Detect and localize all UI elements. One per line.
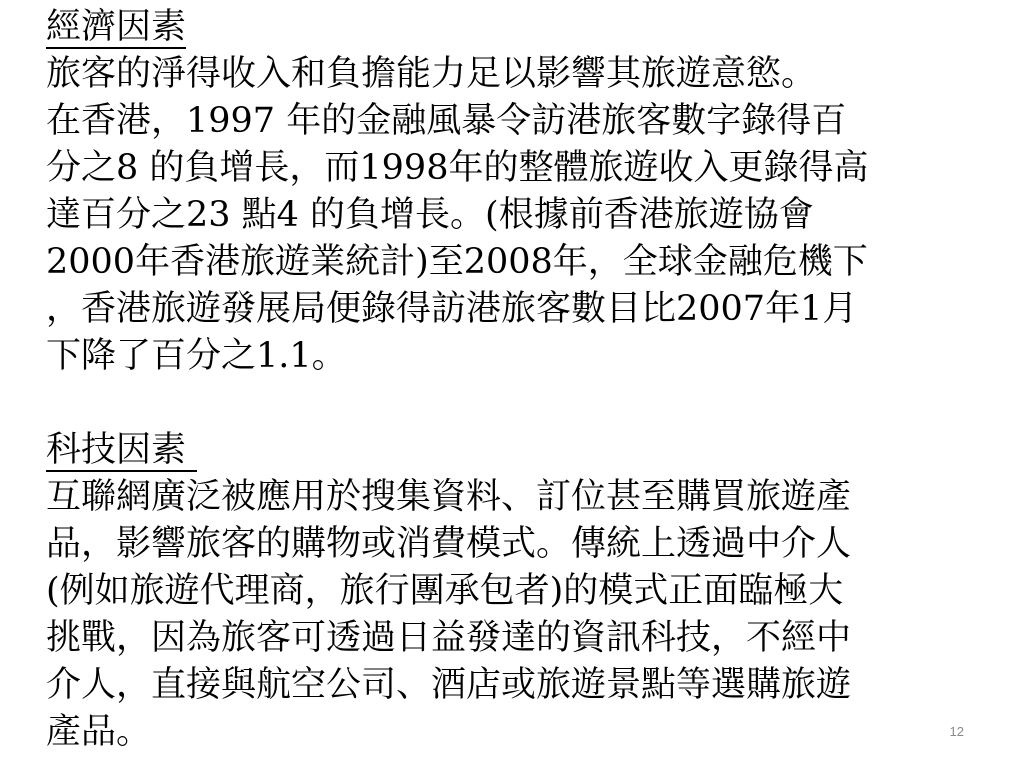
technology-line-6: 產品。	[46, 712, 152, 752]
economic-line-1: 旅客的淨得收入和負擔能力足以影響其旅遊意慾。	[46, 54, 817, 94]
body-text	[46, 4, 976, 756]
heading-technology-factors: 科技因素	[46, 430, 198, 470]
technology-line-1: 互聯網廣泛被應用於搜集資料、訂位甚至購買旅遊產	[46, 477, 852, 517]
section-heading-technology	[46, 427, 976, 474]
heading-economic-factors: 經濟因素	[46, 7, 187, 47]
technology-line-4: 挑戰，因為旅客可透過日益發達的資訊科技，不經中	[46, 618, 852, 658]
economic-line-7: 下降了百分之1.1。	[46, 336, 347, 376]
technology-line-3: (例如旅遊代理商，旅行團承包者)的模式正面臨極大	[46, 571, 844, 611]
section-heading-economic	[46, 4, 976, 51]
economic-line-5: 2000年香港旅遊業統計)至2008年，全球金融危機下	[46, 242, 868, 282]
technology-line-5: 介人，直接與航空公司、酒店或旅遊景點等選購旅遊	[46, 665, 852, 705]
technology-line-2: 品，影響旅客的購物或消費模式。傳統上透過中介人	[46, 524, 852, 564]
page-number: 12	[949, 724, 964, 739]
economic-line-2: 在香港，1997 年的金融風暴令訪港旅客數字錄得百	[46, 101, 847, 141]
economic-line-6: ，香港旅遊發展局便錄得訪港旅客數目比2007年1月	[46, 289, 858, 329]
economic-line-3: 分之8 的負增長，而1998年的整體旅遊收入更錄得高	[46, 148, 869, 188]
paragraph-spacer	[46, 380, 976, 427]
economic-line-4: 達百分之23 點4 的負增長。(根據前香港旅遊協會	[46, 195, 814, 235]
